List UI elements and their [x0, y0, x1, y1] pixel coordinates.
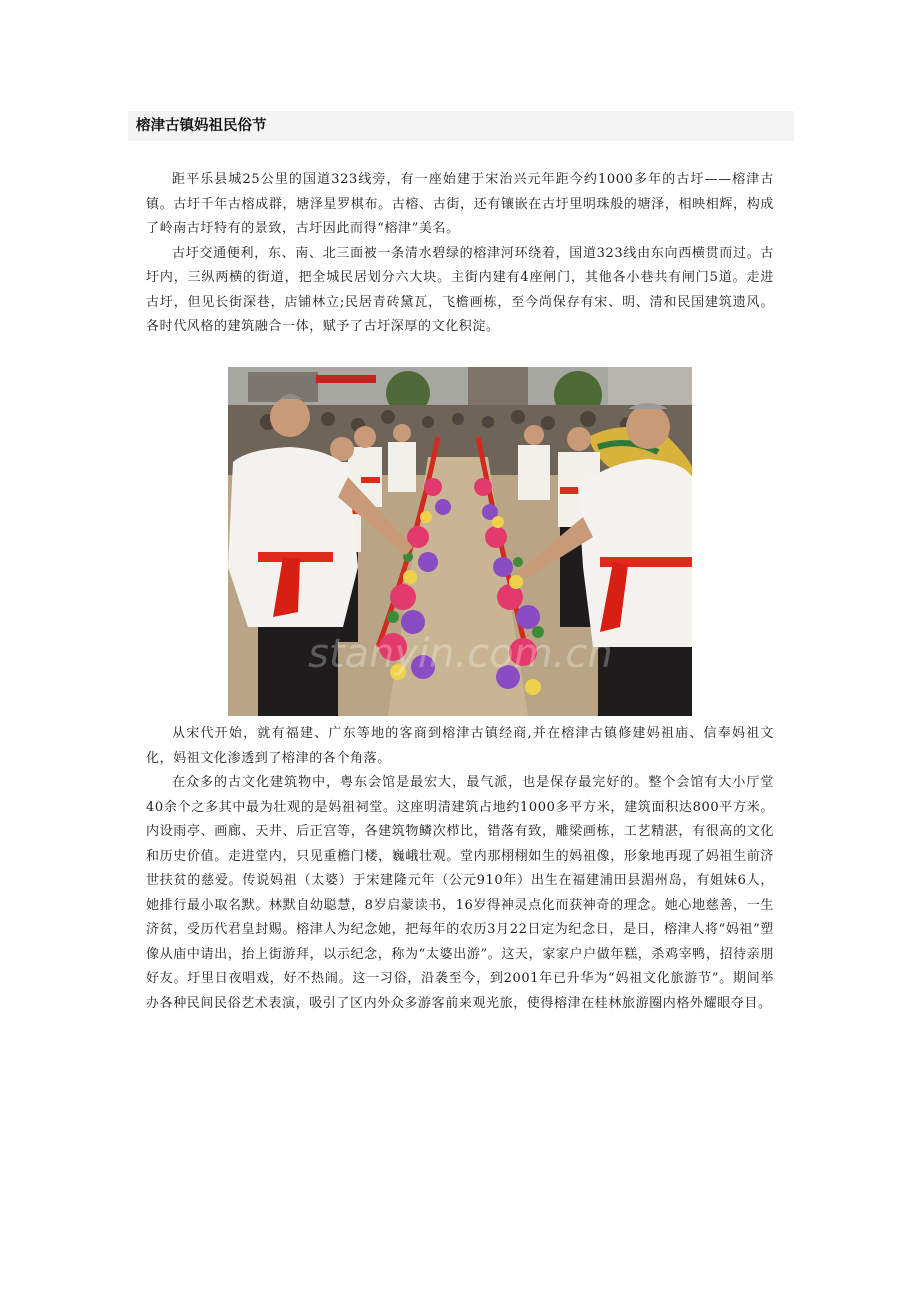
paragraph: 古圩交通便利，东、南、北三面被一条清水碧绿的榕津河环绕着，国道323线由东向西横贯而过。古圩内，三纵两横的街道，把全城民居划分六大块。主街内建有4座闸门，其他各小巷共有闸门5道。走进古圩，但见长街深巷，店铺林立;民居青砖黛瓦，飞檐画栋，至今尚保存有宋、明、清和民国建筑遗风。各时代风格的建筑融合一体，赋予了古圩深厚的文化积淀。 — [146, 245, 774, 334]
page-title: 榕津古镇妈祖民俗节 — [136, 118, 267, 134]
paragraph: 距平乐县城25公里的国道323线旁，有一座始建于宋治兴元年距今约1000多年的古圩——榕津古镇。古圩千年古榕成群，塘泽星罗棋布。古榕、古街，还有镶嵌在古圩里明珠般的塘泽，相映相辉，构成了岭南古圩特有的景致，古圩因此而得“榕津”美名。 — [146, 172, 774, 236]
photo-watermark: stanyin.com.cn — [308, 631, 613, 677]
festival-photo — [228, 367, 692, 716]
paragraph: 从宋代开始，就有福建、广东等地的客商到榕津古镇经商,并在榕津古镇修建妈祖庙、信奉妈祖文化，妈祖文化渗透到了榕津的各个角落。 — [146, 726, 774, 766]
intro-text — [146, 168, 774, 340]
paragraph: 在众多的古文化建筑物中，粤东会馆是最宏大，最气派，也是保存最完好的。整个会馆有大小厅堂40余个之多其中最为壮观的是妈祖祠堂。这座明清建筑占地约1000多平方米，建筑面积达800平方米。内设雨亭、画廊、天井、后正宫等，各建筑物鳞次栉比，错落有致，雕梁画栋，工艺精湛，有很高的文化和历史价值。走进堂内，只见重檐门楼，巍峨壮观。堂内那栩栩如生的妈祖像，形象地再现了妈祖生前济世扶贫的慈爱。传说妈祖（太婆）于宋建隆元年（公元910年）出生在福建浦田县湄州岛，有姐妹6人，她排行最小取名默。林默自幼聪慧，8岁启蒙读书，16岁得神灵点化而获神奇的理念。她心地慈善，一生济贫，受历代君皇封赐。榕津人为纪念她，把每年的农历3月22日定为纪念日，是日，榕津人将“妈祖”塑像从庙中请出，抬上街游拜，以示纪念，称为“太婆出游”。这天，家家户户做年糕，杀鸡宰鸭，招待亲朋好友。圩里日夜唱戏，好不热闹。这一习俗，沿袭至今，到2001年已升华为“妈祖文化旅游节”。期间举办各种民间民俗艺术表演，吸引了区内外众多游客前来观光旅，使得榕津在桂林旅游圈内格外耀眼夺目。 — [146, 775, 774, 1011]
body-text — [146, 722, 774, 1016]
title-bar — [128, 111, 794, 141]
